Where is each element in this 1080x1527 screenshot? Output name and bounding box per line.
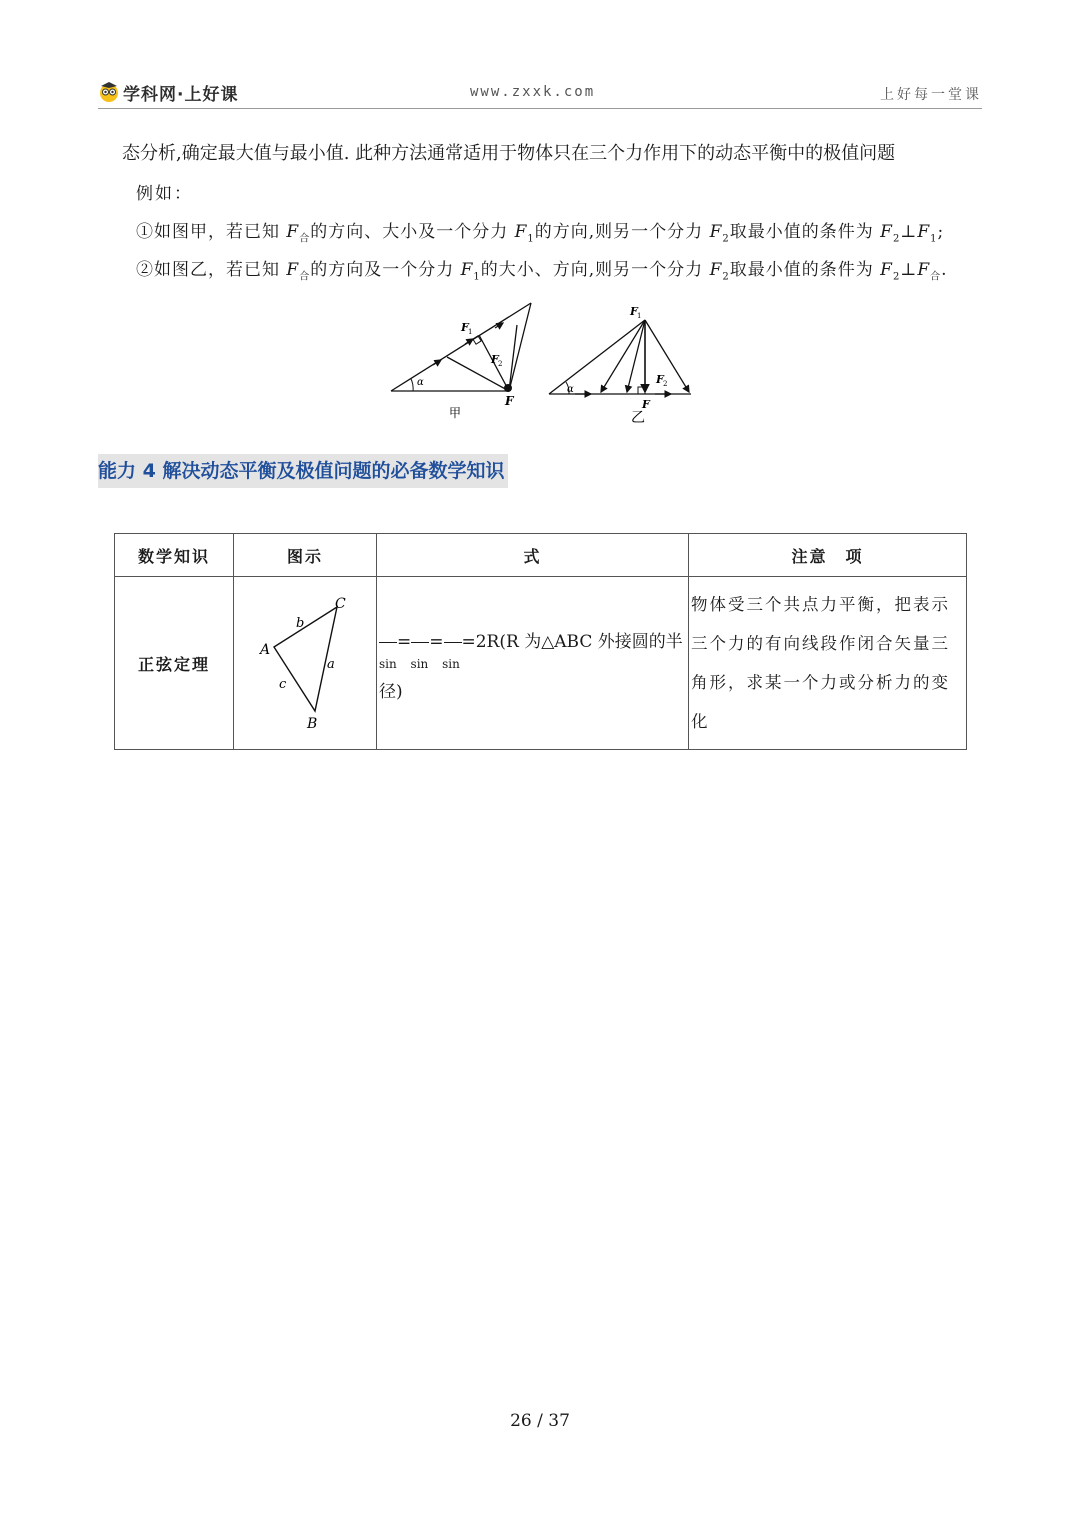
text: ①如图甲，若已知 [136,222,280,242]
symbol-F1: F [917,222,931,242]
figure-caption-jia: 甲 [449,406,462,420]
text: 的方向、大小及一个分力 [310,222,509,242]
text: 取最小值的条件为 [729,222,874,242]
sub: 1 [527,233,535,245]
fraction-bar [379,642,397,643]
sub: 2 [722,271,730,283]
label-F1-sub: 1 [468,328,473,336]
fraction-bar [444,642,462,643]
text: ②如图乙，若已知 [136,260,280,280]
table-header-cell: 注意 项 [689,534,967,577]
triangle-figure-cell [234,577,377,750]
sub: 合 [299,271,311,283]
label-F: F [505,394,514,408]
formula-cell [377,577,689,750]
logo [98,80,238,104]
logo-text: 学科网·上好课 [123,84,239,105]
side-c: c [279,676,287,692]
table-row [115,577,967,750]
sub: 2 [892,233,901,245]
text: 的大小、方向,则另一个分力 [480,260,704,280]
page-header [98,78,982,109]
label-alpha: α [567,384,574,395]
formula-tail: 径) [379,682,403,702]
figure-yi [545,298,700,428]
text: 的方向及一个分力 [310,260,455,280]
equals-sign: = [429,632,444,652]
label-F1-sub: 1 [637,312,642,320]
example-label: 例如： [136,184,193,204]
vertex-C: C [335,595,346,612]
table-header-cell: 式 [377,534,689,577]
owl-logo-icon [98,81,120,103]
sub: 合 [930,271,942,283]
label-F1: F [630,305,638,318]
label-F2: F [656,373,664,386]
label-F2-sub: 2 [663,380,668,388]
knowledge-table [114,533,967,750]
figure-caption-yi: 乙 [631,410,645,426]
symbol-F: F [286,260,300,280]
symbol-F1: F [514,222,528,242]
note-cell: 物体受三个共点力平衡，把表示三个力的有向线段作闭合矢量三角形，求某一个力或分析力的变化 [689,577,967,750]
label-alpha: α [417,377,424,388]
perp-symbol: ⊥ [900,260,918,280]
label-F2-sub: 2 [498,360,503,368]
text: 的方向,则另一个分力 [534,222,704,242]
symbol-F: F [917,260,931,280]
equals-sign: = [397,632,412,652]
section-title: 能力 4 解决动态平衡及极值问题的必备数学知识 [98,454,508,488]
fraction-bar [411,642,429,643]
formula-denominators: sin sin sin [379,657,460,671]
label-F1: F [461,321,469,334]
table-header-cell: 数学知识 [115,534,234,577]
triangle-diagram [234,582,376,741]
symbol-F2: F [709,260,723,280]
symbol-F2: F [880,260,893,280]
label-F2: F [491,353,499,366]
sub: 2 [892,271,901,283]
side-a: a [327,656,335,672]
sub: 1 [930,233,938,245]
table-header-cell: 图示 [234,534,377,577]
text: 取最小值的条件为 [729,260,874,280]
perp-symbol: ⊥ [900,222,918,242]
example-item-2 [136,255,948,282]
sub: 1 [473,271,481,283]
paragraph-line: 态分析,确定最大值与最小值. 此种方法通常适用于物体只在三个力作用下的动态平衡中的极值问题 [122,143,896,164]
text: . [941,260,948,280]
symbol-F2: F [880,222,893,242]
side-b: b [296,615,305,631]
table-header-row [115,534,967,577]
symbol-F: F [286,222,300,242]
formula-rhs: =2R(R 为△ABC 外接圆的半 [461,632,683,652]
site-url: www.zxxk.com [470,84,596,100]
label-F: F [642,398,650,411]
text: ; [937,222,945,242]
vertex-B: B [307,715,318,732]
header-slogan: 上好每一堂课 [880,87,982,103]
figure-jia [385,295,545,425]
sub: 2 [722,233,730,245]
knowledge-name: 正弦定理 [115,577,234,750]
sub: 合 [299,233,311,245]
sine-law-formula [379,627,683,652]
vertex-A: A [260,641,271,658]
page-number: 26 / 37 [510,1411,570,1431]
symbol-F2: F [709,222,723,242]
symbol-F1: F [460,260,474,280]
example-item-1 [136,217,944,244]
